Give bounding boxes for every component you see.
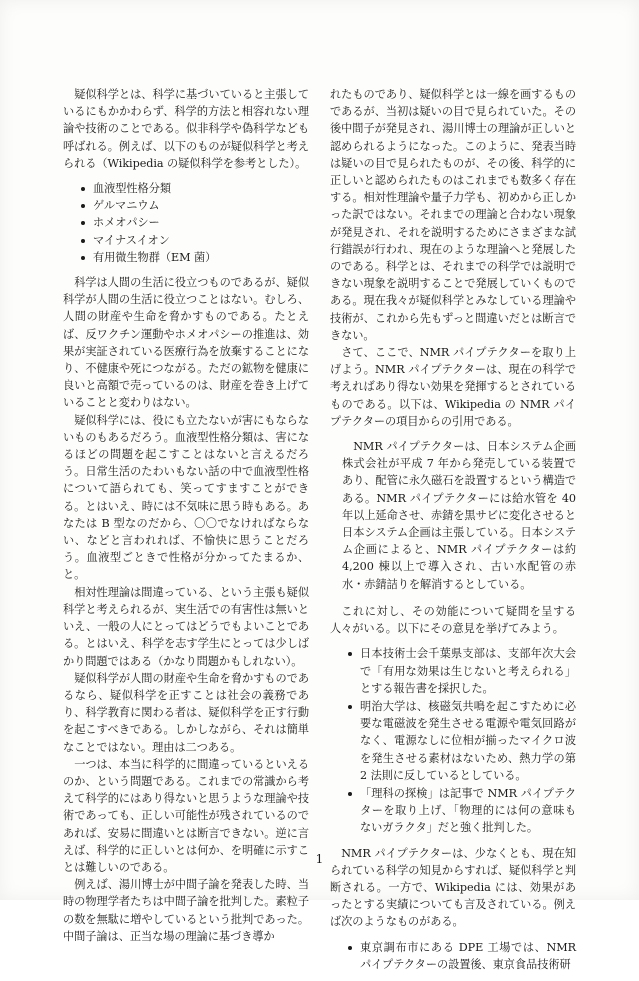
list-item: 「理科の探検」は記事で NMR パイプテクターを取り上げ、「物理的には何の意味もないガラクタ」だと強く批判した。 [346,785,576,837]
list-item: マイナスイオン [79,232,309,249]
paragraph: 科学は人間の生活に役立つものであるが、疑似科学が人間の生活に役立つことはない。むしろ、人間の財産や生命を脅かすものである。たとえば、反ワクチン運動やホメオパシーの推進は、効果が実証されている医療行為を放棄することになり、不健康や死につながる。ただの鉱物を健康に良いと高額で売っているのは、財産を巻き上げていることと変わりはない。 [63,276,309,410]
paragraph: 疑似科学とは、科学に基づいていると主張しているにもかかわらず、科学的方法と相容れない理論や技術のことである。似非科学や偽科学なども呼ばれる。例えば、以下のものが疑似科学と考えられる（Wikipedia の疑似科学を参考とした）。 [63,88,309,170]
paragraph: 疑似科学が人間の財産や生命を脅かすものであるなら、疑似科学を正すことは社会の義務であり、科学教育に関わる者は、疑似科学を正す行動を起こすべきである。しかしながら、それは簡単なことではない。理由は二つある。 [63,671,309,754]
paragraph: さて、ここで、NMR パイプテクターを取り上げよう。NMR パイプテクターは、現在の科学で考えればあり得ない効果を発揮するとされているものである。以下は、Wikipedia の NMR パイプテクターの項目からの引用である。 [330,346,576,428]
paragraph: 一つは、本当に科学的に間違っているといえるのか、という問題である。これまでの常識から考えて科学的にはあり得ないと思うような理論や技術であっても、正しい可能性が残されているのであれば、安易に間違いとは断言できない。逆に言えば、科学的に正しいとは何か、を明確に示すことは難しいのである。 [63,757,309,874]
list-item: ホメオパシー [79,214,309,231]
page-number: 1 [315,852,324,866]
paragraph: NMR パイプテクターは、少なくとも、現在知られている科学の知見からすれば、疑似科学と判断される。一方で、Wikipedia には、効果があったとする実績についても言及されている。例えば次のようなものがある。 [330,846,576,929]
paragraph: 例えば、湯川博士が中間子論を発表した時、当時の物理学者たちは中間子論を批判した。素粒子の数を無駄に増やしているという批判であった。中間子論は、正当な場の理論に基づき導か [63,878,309,943]
list-item: 日本技術士会千葉県支部は、支部年次大会で「有用な効果は生じないと考えられる」とする報告書を採択した。 [346,645,576,697]
wikipedia-quote: NMR パイプテクターは、日本システム企画株式会社が平成 7 年から発売している装置であり、配管に永久磁石を設置するという構造である。NMR パイプテクターには給水管を 40 年以上延命させ、赤錆を黒サビに変化させると日本システム企画は主張している。日本システム企画によると、NMR パイプテクターは約 4,200 棟以上で導入され、古い水配管の赤水・赤錆詰りを解消するとしている。 [342,440,576,591]
results-list [346,939,576,973]
paragraph: 相対性理論は間違っている、という主張も疑似科学と考えられるが、実生活での有害性は無いといえ、一般の人にとってはどうでもよいことである。とはいえ、科学を志す学生にとっては少しばかり問題ではある（かなり問題かもしれない）。 [63,585,309,668]
list-item: 有用微生物群（EM 菌） [79,249,309,266]
pseudoscience-examples-list [79,180,309,266]
paragraph: これに対し、その効能について疑問を呈する人々がいる。以下にその意見を挙げてみよう。 [330,604,576,636]
paragraph: れたものであり、疑似科学とは一線を画するものであるが、当初は疑いの目で見られていた。その後中間子が発見され、湯川博士の理論が正しいと認められるようになった。このように、発表当時は疑いの目で見られたものが、その後、科学的に正しいと認められたものはこれまでも数多く存在する。相対性理論や量子力学も、初めから正しかった訳ではない。それまでの理論と合わない現象が発見され、それを説明するためにさまざまな試行錯誤が行われ、現在のような理論へと発展したのである。科学とは、それまでの科学では説明できない現象を説明することで発展していくものである。現在我々が疑似科学とみなしている理論や技術が、これから先もずっと間違いだとは断言できない。 [330,88,576,342]
left-column [63,86,309,945]
list-item: 東京調布市にある DPE 工場では、NMR パイプテクターの設置後、東京食品技術研 [346,939,576,973]
paragraph: 疑似科学には、役にも立たないが害にもならないものもあるだろう。血液型性格分類は、害になるほどの問題を起こすことはないと言えるだろう。日常生活のたわいもない話の中で血液型性格について語られても、笑ってすますことができる。とはいえ、時には不気味に思う時もある。あなたは B 型なのだから、〇〇でなければならない、などと言われれば、不愉快に思うことだろう。血液型ごときで性格が分かってたまるか、と。 [63,413,309,582]
list-item: 血液型性格分類 [79,180,309,197]
list-item: 明治大学は、核磁気共鳴を起こすために必要な電磁波を発生させる電源や電気回路がなく、電源なしに位相が揃ったマイクロ波を発生させる素材はないため、熱力学の第 2 法則に反しているとしている。 [346,698,576,784]
list-item: ゲルマニウム [79,197,309,214]
right-column [330,86,576,981]
critique-list [346,645,576,836]
